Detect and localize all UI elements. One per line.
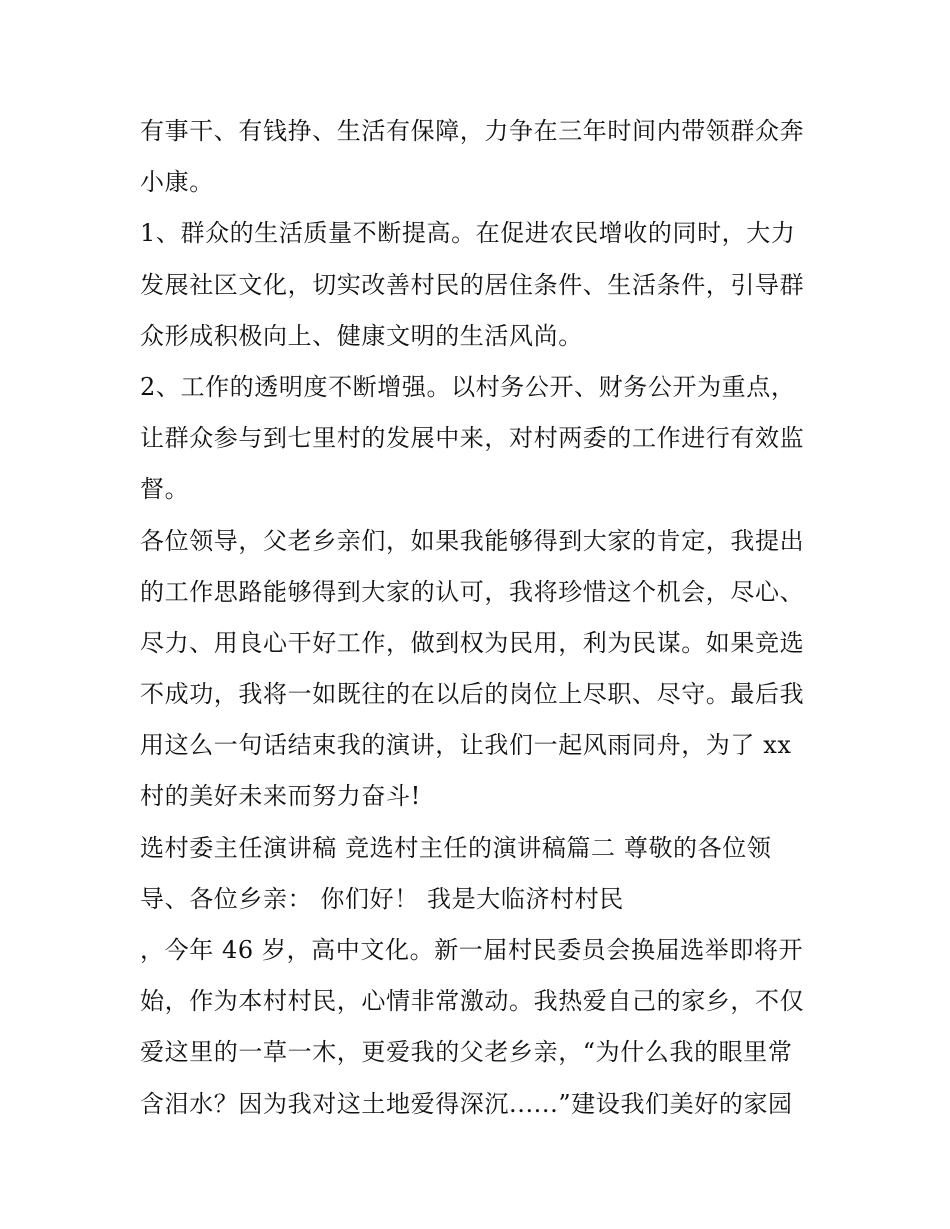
text-line: 始，作为本村村民，心情非常激动。我热爱自己的家乡，不仅 — [140, 987, 805, 1016]
text-line: ，今年 46 岁，高中文化。新一届村民委员会换届选举即将开 — [140, 936, 804, 964]
text-line: 1、群众的生活质量不断提高。在促进农民增收的同时，大力 — [140, 219, 796, 248]
text-line: 的工作思路能够得到大家的认可，我将珍惜这个机会，尽心、 — [140, 577, 805, 606]
text-line: 不成功，我将一如既往的在以后的岗位上尽职、尽守。最后我 — [140, 680, 805, 709]
text-line: 尽力、用良心干好工作，做到权为民用，利为民谋。如果竞选 — [140, 628, 805, 657]
text-line: 众形成积极向上、健康文明的生活风尚。 — [140, 321, 583, 350]
text-line: 发展社区文化，切实改善村民的居住条件、生活条件，引导群 — [140, 270, 805, 299]
text-line: 督。 — [140, 475, 190, 504]
text-line: 小康。 — [140, 168, 214, 197]
text-line: 选村委主任演讲稿 竞选村主任的演讲稿篇二 尊敬的各位领 — [140, 833, 772, 862]
text-line: 2、工作的透明度不断增强。以村务公开、财务公开为重点， — [140, 372, 796, 401]
text-line: 村的美好未来而努力奋斗! — [140, 782, 421, 811]
text-line: 含泪水？因为我对这土地爱得深沉......”建设我们美好的家园 — [140, 1089, 793, 1118]
body-text — [140, 106, 840, 1130]
text-line: 导、各位乡亲： 你们好！ 我是大临济村村民 — [140, 884, 624, 913]
text-line: 用这么一句话结束我的演讲，让我们一起风雨同舟，为了 xx — [140, 731, 792, 760]
text-line: 爱这里的一草一木，更爱我的父老乡亲，“为什么我的眼里常 — [140, 1038, 793, 1067]
text-line: 让群众参与到七里村的发展中来，对村两委的工作进行有效监 — [140, 424, 805, 453]
text-line: 各位领导，父老乡亲们，如果我能够得到大家的肯定，我提出 — [140, 526, 805, 555]
text-line: 有事干、有钱挣、生活有保障，力争在三年时间内带领群众奔 — [140, 117, 805, 145]
